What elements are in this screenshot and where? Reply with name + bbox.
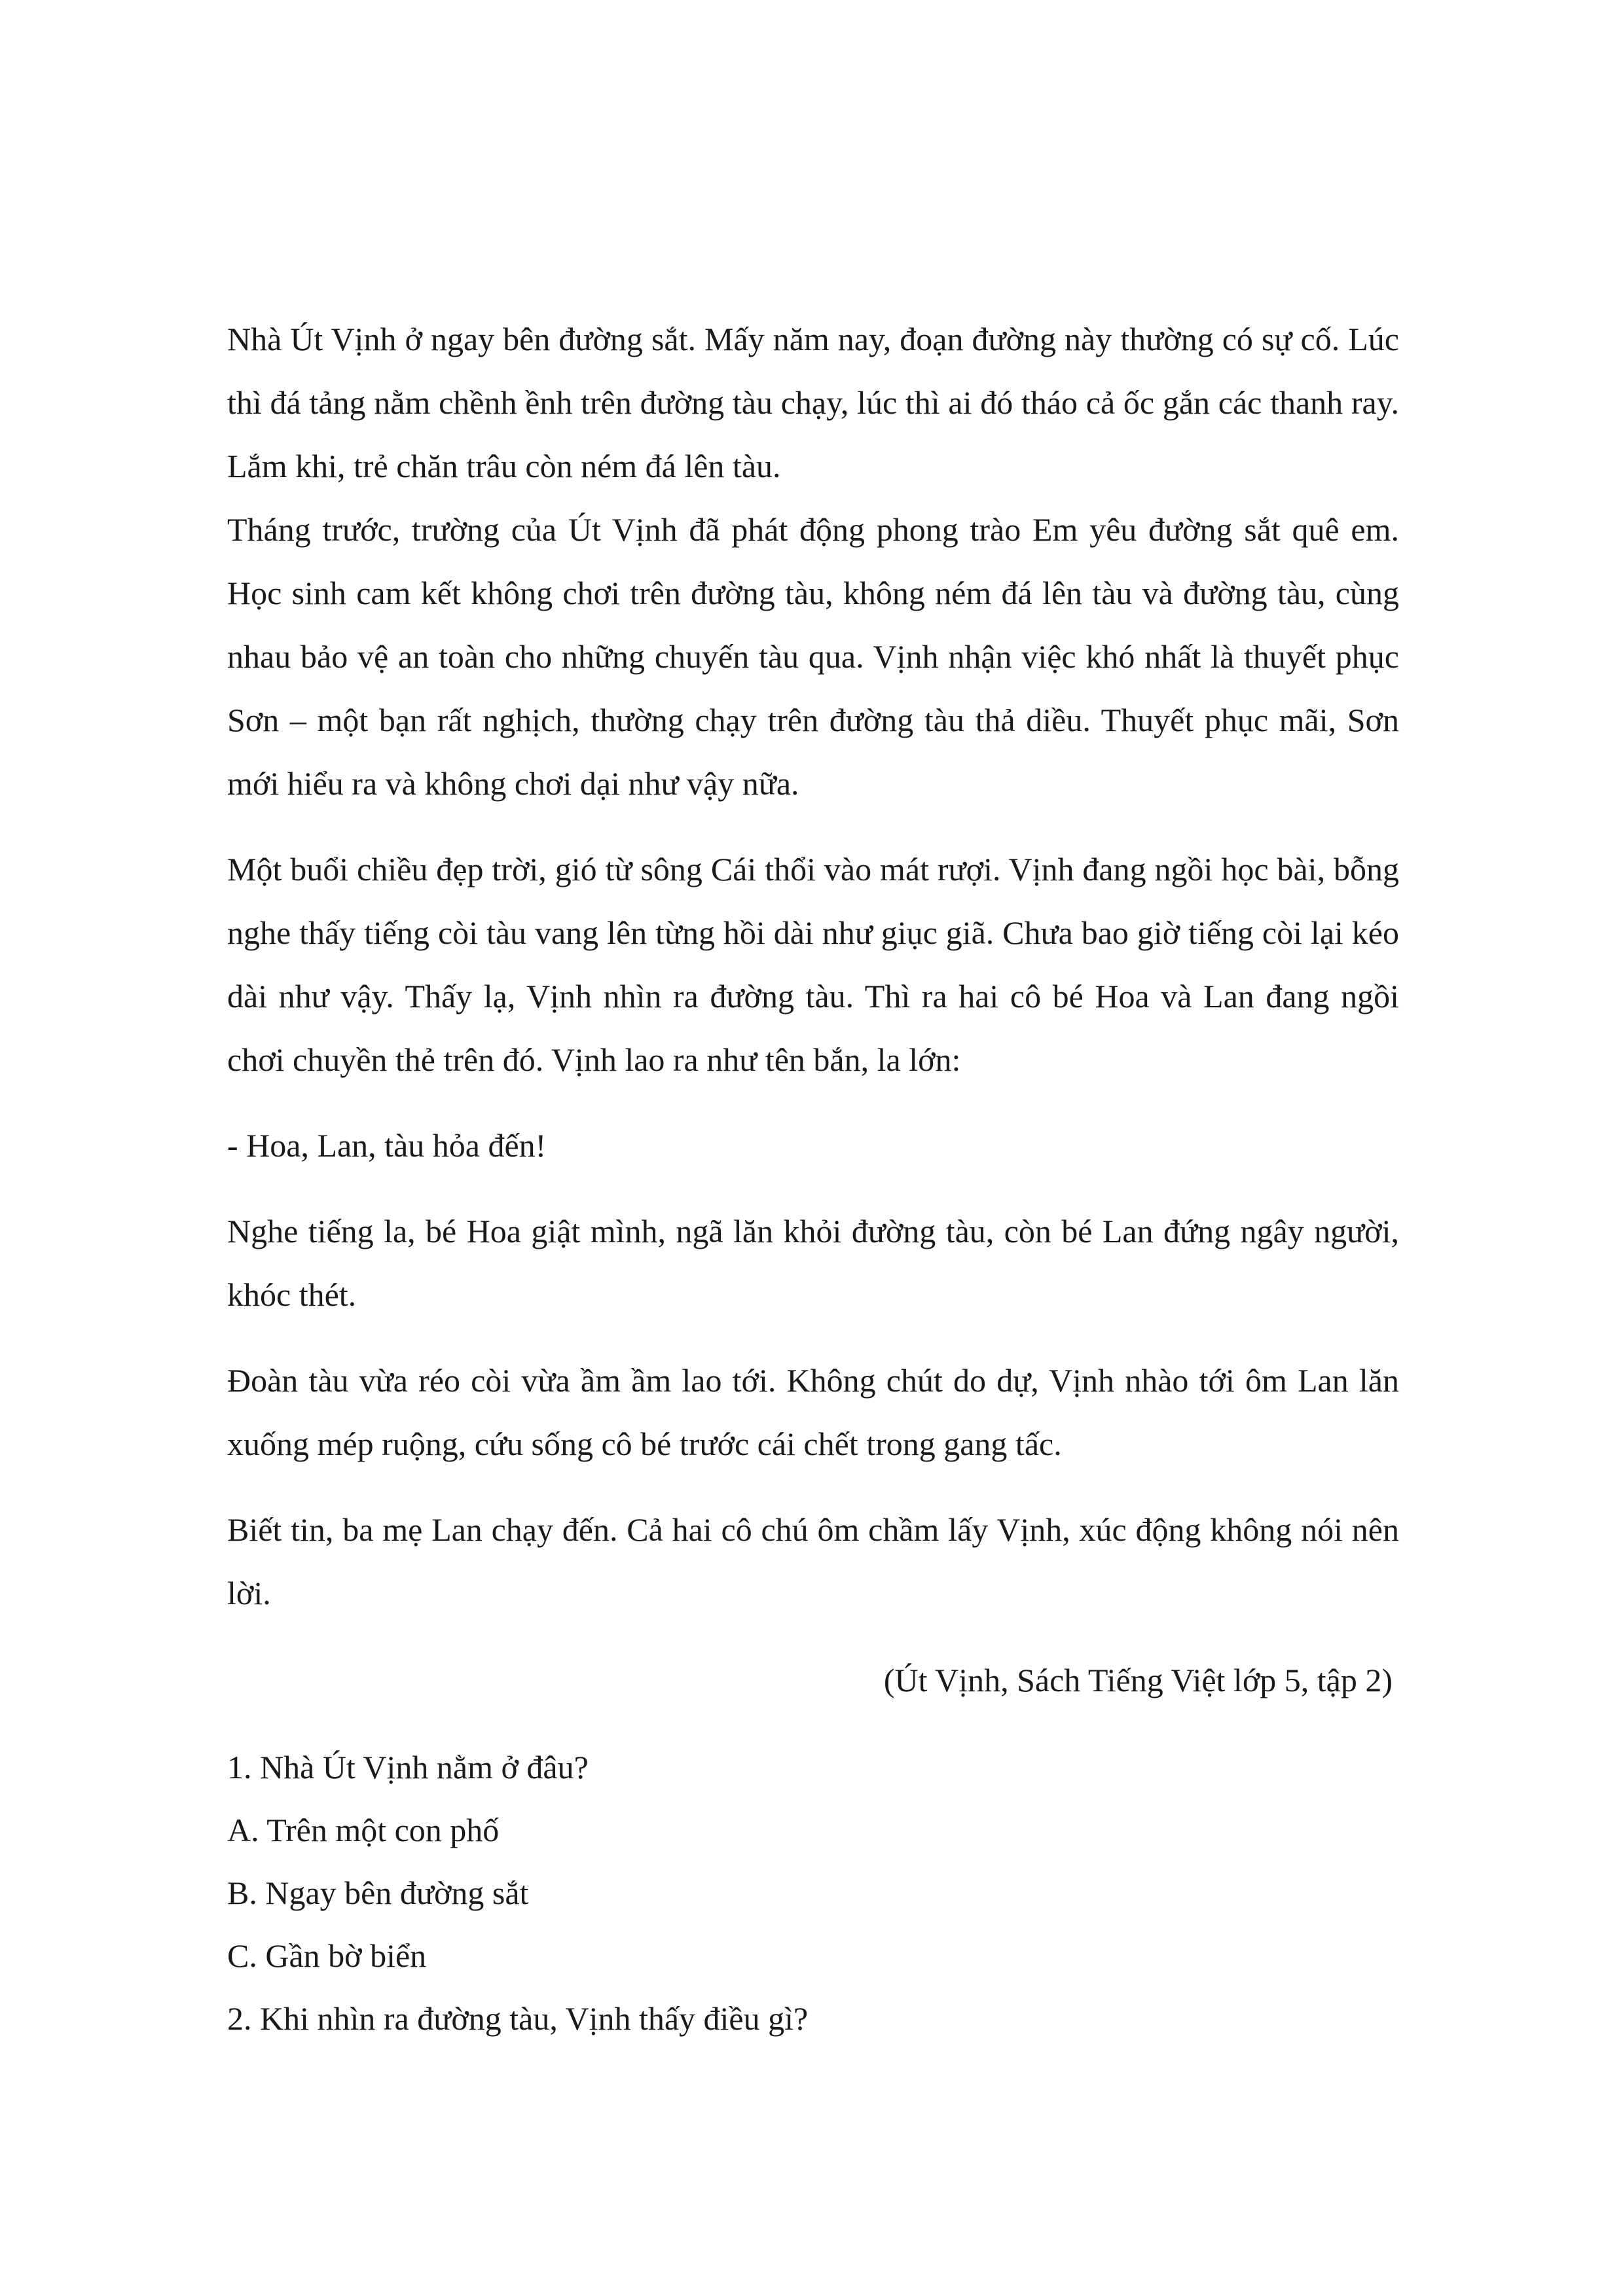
story-citation: (Út Vịnh, Sách Tiếng Việt lớp 5, tập 2) — [883, 1662, 1393, 1698]
story-paragraph-2: Tháng trước, trường của Út Vịnh đã phát động phong trào Em yêu đường sắt quê em. Học sinh cam kết không chơi trên đường tàu, không ném đá lên tàu và đường tàu, cùng nhau bảo vệ an toàn cho những chuyến tàu qua. Vịnh nhận việc khó nhất là thuyết phục Sơn – một bạn rất nghịch, thường chạy trên đường tàu thả diều. Thuyết phục mãi, Sơn mới hiểu ra và không chơi dại như vậy nữa. — [227, 511, 1399, 802]
story-paragraph-7: Biết tin, ba mẹ Lan chạy đến. Cả hai cô chú ôm chầm lấy Vịnh, xúc động không nói nên lời. — [227, 1511, 1399, 1611]
question-1: 1. Nhà Út Vịnh nằm ở đâu? — [227, 1749, 589, 1785]
question-2: 2. Khi nhìn ra đường tàu, Vịnh thấy điều gì? — [227, 2000, 809, 2037]
story-paragraph-6: Đoàn tàu vừa réo còi vừa ầm ầm lao tới. Không chút do dự, Vịnh nhào tới ôm Lan lăn xuống mép ruộng, cứu sống cô bé trước cái chết trong gang tấc. — [227, 1362, 1399, 1462]
story-paragraph-1: Nhà Út Vịnh ở ngay bên đường sắt. Mấy năm nay, đoạn đường này thường có sự cố. Lúc thì đá tảng nằm chềnh ềnh trên đường tàu chạy, lúc thì ai đó tháo cả ốc gắn các thanh ray. Lắm khi, trẻ chăn trâu còn ném đá lên tàu. — [227, 321, 1399, 484]
story-dialogue: - Hoa, Lan, tàu hỏa đến! — [227, 1127, 547, 1164]
question-1-option-a: A. Trên một con phố — [227, 1812, 500, 1848]
question-list — [227, 1736, 1399, 2050]
question-1-option-b: B. Ngay bên đường sắt — [227, 1874, 529, 1911]
document-page — [227, 308, 1399, 2050]
story-paragraph-3: Một buổi chiều đẹp trời, gió từ sông Cái thổi vào mát rượi. Vịnh đang ngồi học bài, bỗng nghe thấy tiếng còi tàu vang lên từng hồi dài như giục giã. Chưa bao giờ tiếng còi lại kéo dài như vậy. Thấy lạ, Vịnh nhìn ra đường tàu. Thì ra hai cô bé Hoa và Lan đang ngồi chơi chuyền thẻ trên đó. Vịnh lao ra như tên bắn, la lớn: — [227, 851, 1399, 1078]
question-1-option-c: C. Gần bờ biển — [227, 1937, 427, 1974]
story-paragraph-5: Nghe tiếng la, bé Hoa giật mình, ngã lăn khỏi đường tàu, còn bé Lan đứng ngây người, khóc thét. — [227, 1213, 1399, 1313]
